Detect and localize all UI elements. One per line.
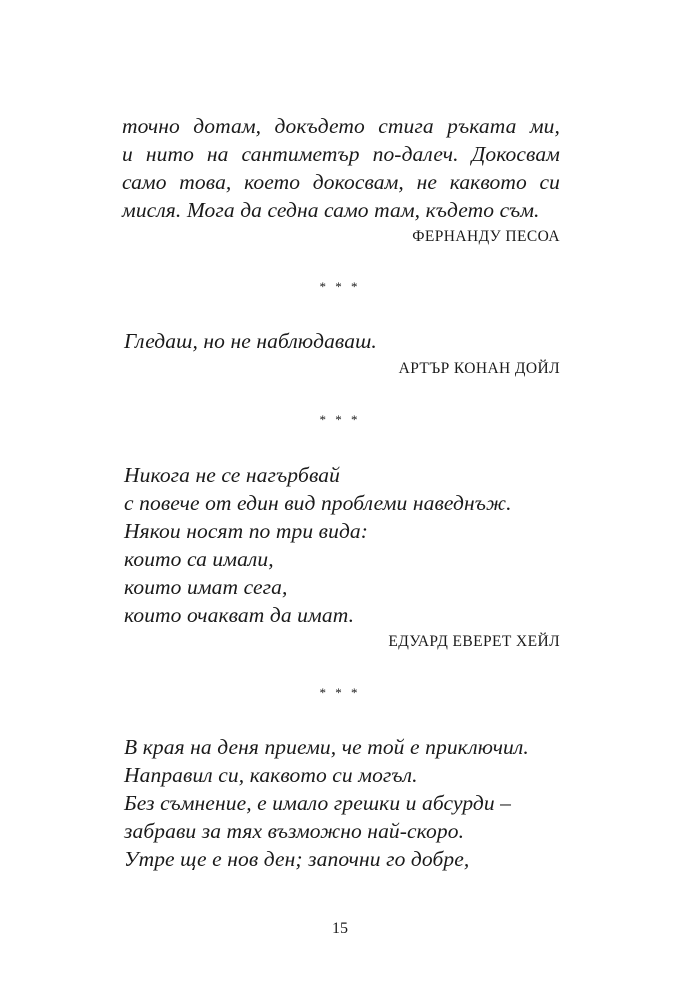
quote-author: АРТЪР КОНАН ДОЙЛ <box>398 360 560 377</box>
quote-line: Гледаш, но не наблюдаваш. <box>124 329 377 353</box>
quote-line: Утре ще е нов ден; започни го добре, <box>124 847 470 871</box>
quote-line: които очакват да имат. <box>124 603 355 627</box>
quote-line: мисля. Мога да седна само там, където съм. <box>122 198 540 222</box>
page-number: 15 <box>332 920 348 937</box>
quote-line: само това, което докосвам, не каквото си <box>122 170 560 194</box>
quote-line: забрави за тях възможно най-скоро. <box>124 819 465 843</box>
quote-author: ФЕРНАНДУ ПЕСОА <box>412 228 560 245</box>
quote-line: Направил си, каквото си могъл. <box>124 763 418 787</box>
quote-line: и нито на сантиметър по-далеч. Докосвам <box>122 142 560 166</box>
quote-line: В края на деня приеми, че той е приключил. <box>124 735 529 759</box>
section-separator: * * * <box>319 412 361 427</box>
quote-line: които имат сега, <box>124 575 288 599</box>
quote-line: Някои носят по три вида: <box>124 519 369 543</box>
quote-line: точно дотам, докъдето стига ръката ми, <box>122 114 560 138</box>
section-separator: * * * <box>319 685 361 700</box>
quote-line: Без съмнение, е имало грешки и абсурди – <box>124 791 512 815</box>
section-separator: * * * <box>319 279 361 294</box>
quote-author: ЕДУАРД ЕВЕРЕТ ХЕЙЛ <box>388 633 560 650</box>
quote-line: които са имали, <box>124 547 274 571</box>
quote-line: с повече от един вид проблеми наведнъж. <box>124 491 512 515</box>
quote-line: Никога не се нагърбвай <box>124 463 340 487</box>
